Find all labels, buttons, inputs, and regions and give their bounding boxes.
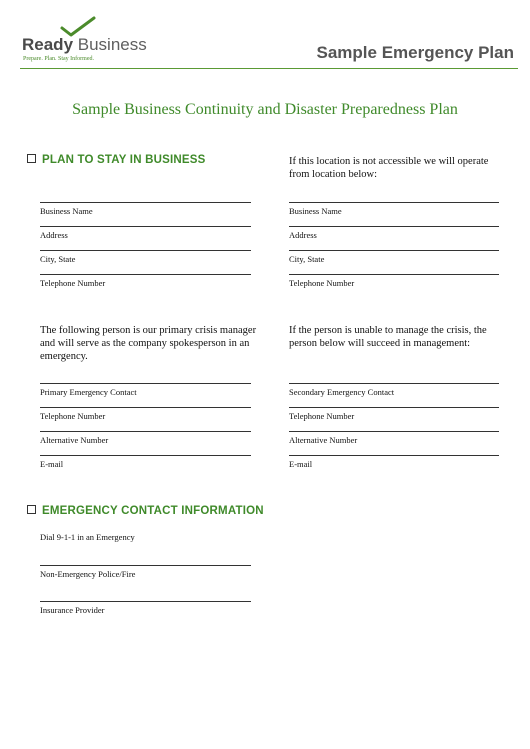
business-name-line[interactable]	[40, 202, 251, 203]
alt-city-state-line[interactable]	[289, 250, 499, 251]
section-checkbox[interactable]	[27, 505, 36, 514]
alt-city-state-label: City, State	[289, 254, 325, 264]
address-label: Address	[40, 230, 68, 240]
primary-email-label: E-mail	[40, 459, 64, 469]
alt-business-name-line[interactable]	[289, 202, 499, 203]
section-heading-text: EMERGENCY CONTACT INFORMATION	[42, 505, 264, 517]
alt-telephone-line[interactable]	[289, 274, 499, 275]
telephone-label: Telephone Number	[40, 278, 106, 288]
alt-address-line[interactable]	[289, 226, 499, 227]
page-title: Sample Emergency Plan	[316, 43, 514, 62]
insurance-provider-label: Insurance Provider	[40, 605, 105, 615]
emergency-dial-note: Dial 9-1-1 in an Emergency	[40, 532, 135, 542]
primary-contact-line[interactable]	[40, 383, 251, 384]
section-heading-plan	[27, 154, 206, 166]
address-line[interactable]	[40, 226, 251, 227]
primary-telephone-line[interactable]	[40, 407, 251, 408]
brand-tagline: Prepare. Plan. Stay Informed.	[23, 56, 94, 62]
alternate-location-intro: If this location is not accessible we will operate from location below:	[289, 156, 489, 180]
crisis-manager-intro: The following person is our primary crisis manager and will serve as the company spokesperson in an emergency.	[40, 325, 257, 362]
document-title: Sample Business Continuity and Disaster Preparedness Plan	[72, 101, 458, 118]
alt-business-name-label: Business Name	[289, 206, 342, 216]
alt-address-label: Address	[289, 230, 317, 240]
police-fire-line[interactable]	[40, 565, 251, 566]
secondary-alt-number-line[interactable]	[289, 431, 499, 432]
alt-telephone-label: Telephone Number	[289, 278, 355, 288]
secondary-contact-line[interactable]	[289, 383, 499, 384]
brand-ready: Ready	[22, 35, 74, 54]
primary-alt-number-line[interactable]	[40, 431, 251, 432]
secondary-email-line[interactable]	[289, 455, 499, 456]
primary-telephone-label: Telephone Number	[40, 411, 106, 421]
secondary-contact-label: Secondary Emergency Contact	[289, 387, 395, 397]
police-fire-label: Non-Emergency Police/Fire	[40, 569, 136, 579]
secondary-email-label: E-mail	[289, 459, 313, 469]
city-state-line[interactable]	[40, 250, 251, 251]
business-name-label: Business Name	[40, 206, 93, 216]
secondary-telephone-label: Telephone Number	[289, 411, 355, 421]
brand-logo	[22, 35, 147, 55]
section-checkbox[interactable]	[27, 154, 36, 163]
city-state-label: City, State	[40, 254, 76, 264]
brand-business: Business	[77, 35, 147, 54]
header-divider	[20, 68, 518, 69]
insurance-provider-line[interactable]	[40, 601, 251, 602]
primary-alt-number-label: Alternative Number	[40, 435, 109, 445]
secondary-alt-number-label: Alternative Number	[289, 435, 358, 445]
successor-intro: If the person is unable to manage the crisis, the person below will succeed in management:	[289, 325, 487, 349]
section-heading-contacts	[27, 505, 264, 517]
telephone-line[interactable]	[40, 274, 251, 275]
secondary-telephone-line[interactable]	[289, 407, 499, 408]
section-heading-text: PLAN TO STAY IN BUSINESS	[42, 154, 206, 166]
primary-contact-label: Primary Emergency Contact	[40, 387, 137, 397]
primary-email-line[interactable]	[40, 455, 251, 456]
